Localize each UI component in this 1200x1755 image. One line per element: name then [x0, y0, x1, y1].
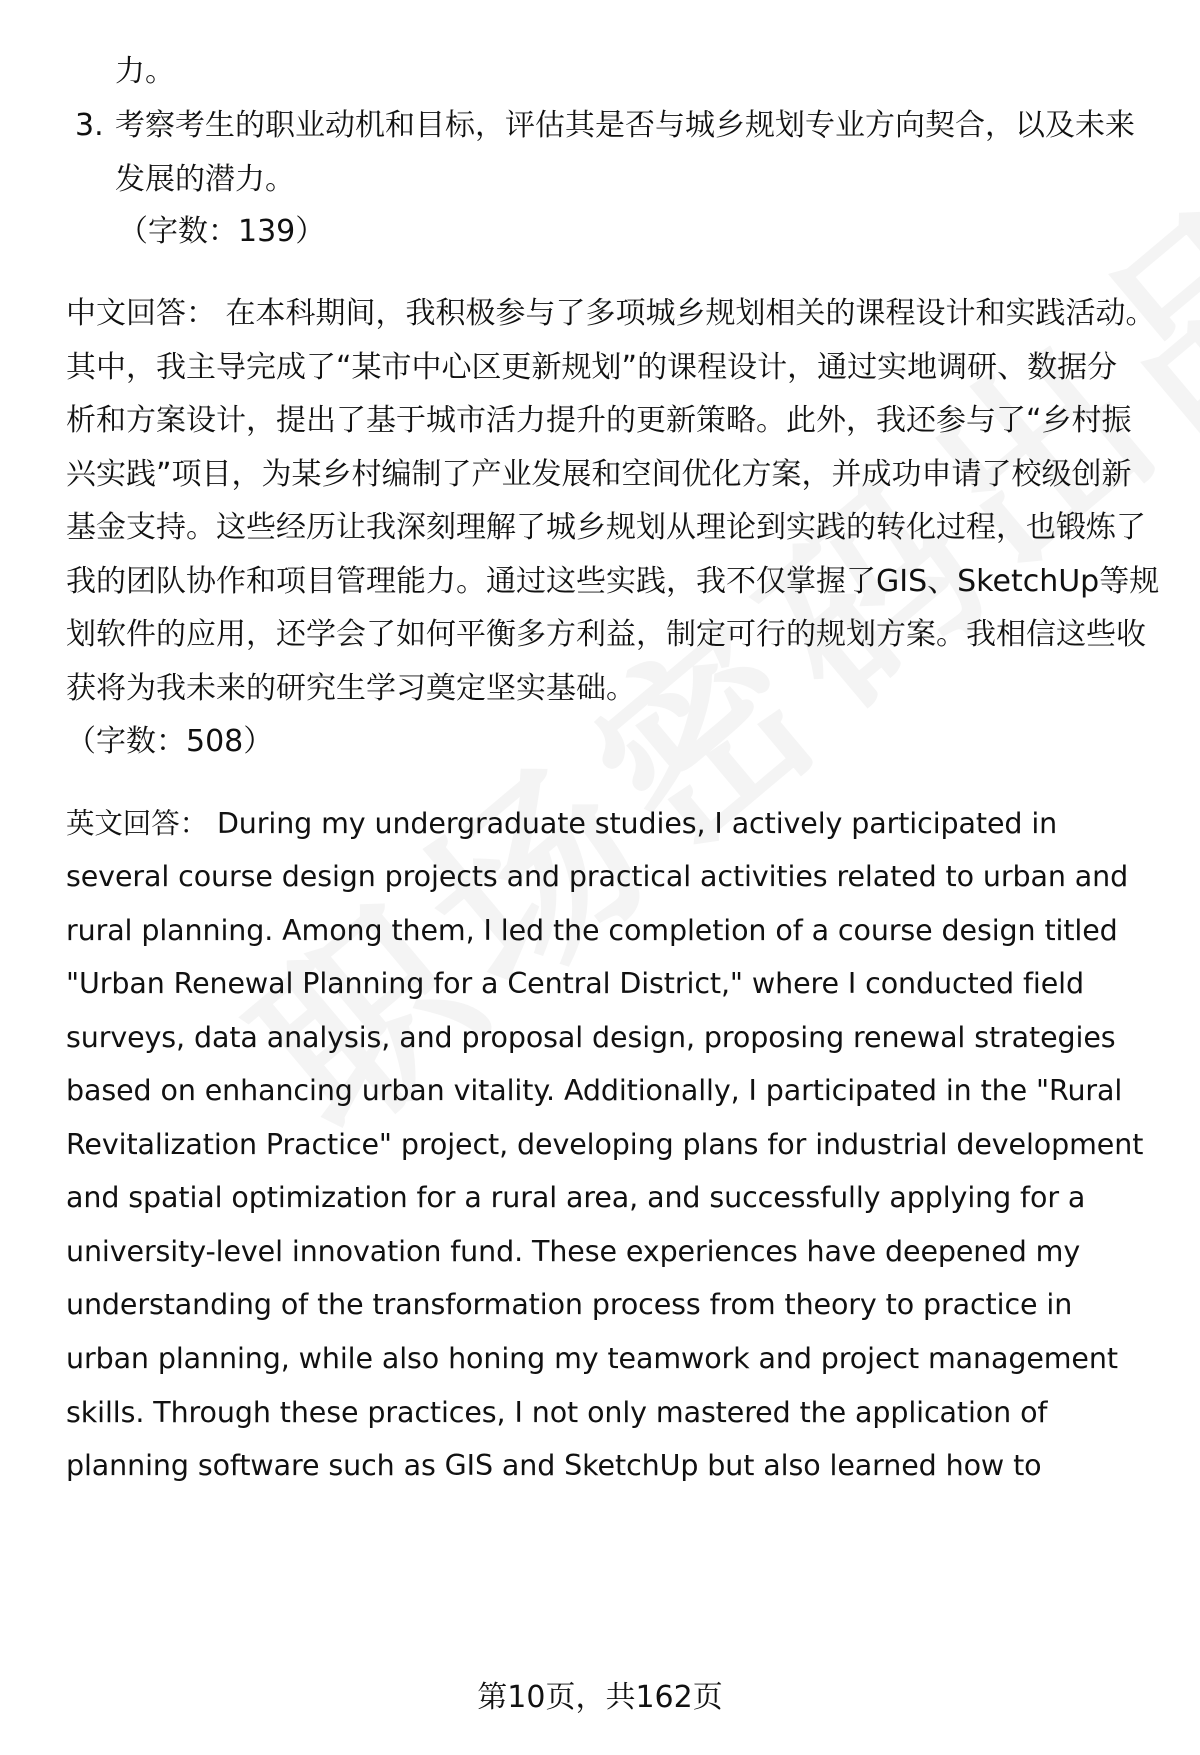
- paragraph-line: rural planning. Among them, I led the completion of a course design titled: [66, 914, 1118, 947]
- paragraph-line: 中文回答： 在本科期间，我积极参与了多项城乡规划相关的课程设计和实践活动。: [66, 296, 1156, 331]
- paragraph-line: based on enhancing urban vitality. Additionally, I participated in the "Rural: [66, 1074, 1123, 1107]
- list-item-text-line-1: 考察考生的职业动机和目标，评估其是否与城乡规划专业方向契合，以及未来: [115, 108, 1135, 143]
- paragraph-line: 获将为我未来的研究生学习奠定坚实基础。: [66, 671, 636, 706]
- paragraph-line: Revitalization Practice" project, developing plans for industrial development: [66, 1128, 1144, 1161]
- paragraph-line: 析和方案设计，提出了基于城市活力提升的更新策略。此外，我还参与了“乡村振: [66, 403, 1132, 438]
- list-item-text-line-2: 发展的潜力。: [115, 162, 295, 197]
- paragraph-line: several course design projects and practical activities related to urban and: [66, 860, 1129, 893]
- paragraph-line: 英文回答： During my undergraduate studies, I actively participated in: [66, 807, 1058, 840]
- paragraph-line: university-level innovation fund. These experiences have deepened my: [66, 1235, 1081, 1268]
- paragraph-line: and spatial optimization for a rural area, and successfully applying for a: [66, 1181, 1086, 1214]
- paragraph-line: 我的团队协作和项目管理能力。通过这些实践，我不仅掌握了GIS、SketchUp等规: [66, 564, 1160, 599]
- paragraph-line: 基金支持。这些经历让我深刻理解了城乡规划从理论到实践的转化过程，也锻炼了: [66, 510, 1146, 545]
- list-item-number: 3.: [75, 108, 104, 143]
- paragraph-line: skills. Through these practices, I not only mastered the application of: [66, 1396, 1048, 1429]
- paragraph-line: planning software such as GIS and SketchUp but also learned how to: [66, 1449, 1042, 1482]
- paragraph-line: understanding of the transformation process from theory to practice in: [66, 1288, 1073, 1321]
- paragraph-line: 兴实践”项目，为某乡村编制了产业发展和空间优化方案，并成功申请了校级创新: [66, 457, 1132, 492]
- page-number-footer: 第10页，共162页: [477, 1680, 723, 1715]
- paragraph-line: urban planning, while also honing my teamwork and project management: [66, 1342, 1118, 1375]
- paragraph-line: 划软件的应用，还学会了如何平衡多方利益，制定可行的规划方案。我相信这些收: [66, 617, 1146, 652]
- list-continuation: 力。: [115, 54, 175, 89]
- paragraph-line: 其中，我主导完成了“某市中心区更新规划”的课程设计，通过实地调研、数据分: [66, 350, 1118, 385]
- paragraph-line: "Urban Renewal Planning for a Central District," where I conducted field: [66, 967, 1084, 1000]
- paragraph-line: surveys, data analysis, and proposal design, proposing renewal strategies: [66, 1021, 1116, 1054]
- word-count: （字数：139）: [118, 214, 326, 249]
- word-count: （字数：508）: [66, 724, 274, 759]
